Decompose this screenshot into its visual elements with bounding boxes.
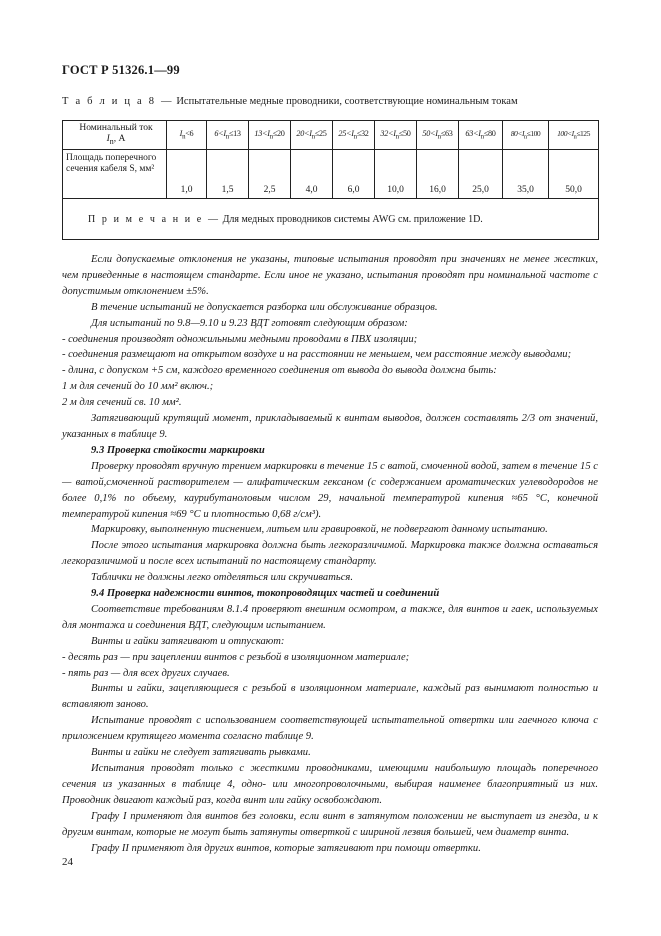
paragraph: Испытания проводят только с жесткими проводниками, имеющими наибольшую площадь поперечного сечения из указанных в таблице 4, одно- или многопроволочными, выбирая наименее благоприятный из них. Проводник двигают каждый раз, когда винт или гайку освобождают.	[62, 763, 598, 806]
current-range-10: $100<I_n\le 125$	[549, 121, 599, 150]
section-heading-9-3: 9.3 Проверка стойкости маркировки	[91, 444, 265, 456]
cross-section-value-3: 2,5	[249, 150, 291, 199]
list-item: - десять раз — при зацеплении винтов с резьбой в изоляционном материале;	[62, 651, 410, 663]
table-caption	[62, 96, 518, 107]
table-caption-prefix: Т а б л и ц а 8 —	[62, 96, 174, 107]
table-row-note	[63, 199, 599, 240]
list-item: - соединения производят одножильными медными проводами в ПВХ изоляции;	[62, 333, 418, 345]
body-text	[62, 252, 598, 856]
current-range-8: $63<I_n\le 80$	[459, 121, 503, 150]
rated-current-label: Номинальный ток $I_n$, А	[63, 121, 167, 150]
paragraph: Таблички не должны легко отделяться или скручиваться.	[91, 572, 353, 584]
current-range-3: $13<I_n\le 20$	[249, 121, 291, 150]
current-range-6: $32<I_n\le 50$	[375, 121, 417, 150]
paragraph: Винты и гайки затягивают и отпускают:	[91, 635, 285, 647]
cross-section-value-4: 4,0	[291, 150, 333, 199]
conductor-table	[62, 120, 599, 240]
list-item: 1 м для сечений до 10 мм² включ.;	[62, 381, 214, 393]
list-item: - соединения размещают на открытом воздухе и на расстоянии не меньшем, чем расстояние между выводами;	[62, 349, 572, 361]
cross-section-value-9: 35,0	[503, 150, 549, 199]
table-caption-text: Испытательные медные проводники, соответствующие номинальным токам	[176, 96, 518, 107]
paragraph: Если допускаемые отклонения не указаны, типовые испытания проводят при значениях не менее жестких, чем приведенные в настоящем стандарте. Если иное не указано, испытания проводят при номинальной частоте с допустимым отклонением ±5%.	[62, 254, 598, 297]
cross-section-value-2: 1,5	[207, 150, 249, 199]
cross-section-value-10: 50,0	[549, 150, 599, 199]
current-range-9: $80<I_n\le 100$	[503, 121, 549, 150]
list-item: 2 м для сечений св. 10 мм².	[62, 397, 182, 409]
paragraph: Графу II применяют для других винтов, которые затягивают при помощи отвертки.	[91, 842, 481, 854]
current-range-1: $I_n<6$	[167, 121, 207, 150]
paragraph: Затягивающий крутящий момент, прикладываемый к винтам выводов, должен составлять 2/3 от значений, указанных в таблице 9.	[62, 413, 598, 440]
document-code: ГОСТ Р 51326.1—99	[62, 63, 180, 77]
paragraph: После этого испытания маркировка должна быть легкоразличимой. Маркировка также должна оставаться легкоразличимой и после всех испытаний по настоящему стандарту.	[62, 540, 598, 568]
cross-section-label: Площадь поперечного сечения кабеля S, мм²	[63, 150, 167, 199]
page-number: 24	[62, 856, 73, 868]
paragraph: Графу I применяют для винтов без головки, если винт в затянутом положении не выступает из гнезда, и к другим винтам, которые не могут быть затянуты отверткой с шириной лезвия большей, чем диаметр винта.	[62, 810, 598, 838]
cross-section-value-8: 25,0	[459, 150, 503, 199]
current-range-2: $6<I_n\le 13$	[207, 121, 249, 150]
paragraph: В течение испытаний не допускается разборка или обслуживание образцов.	[91, 301, 438, 313]
paragraph: Маркировку, выполненную тиснением, литьем или гравировкой, не подвергают данному испытанию.	[91, 524, 548, 536]
current-range-4: $20<I_n\le 25$	[291, 121, 333, 150]
paragraph: Винты и гайки, зацепляющиеся с резьбой в изоляционном материале, каждый раз вынимают полностью и вставляют заново.	[62, 683, 598, 711]
cross-section-value-5: 6,0	[333, 150, 375, 199]
list-item: - пять раз — для всех других случаев.	[62, 667, 230, 679]
current-range-5: $25<I_n\le 32$	[333, 121, 375, 150]
paragraph: Винты и гайки не следует затягивать рывками.	[91, 747, 311, 759]
cross-section-value-1: 1,0	[167, 150, 207, 199]
paragraph: Испытание проводят с использованием соответствующей испытательной отвертки или гаечного ключа с приложением крутящего момента согласно таблице 9.	[62, 715, 598, 743]
paragraph: Соответствие требованиям 8.1.4 проверяют внешним осмотром, а также, для винтов и гаек, используемых для монтажа и соединения ВДТ, следующим испытанием.	[62, 603, 598, 631]
table-note: П р и м е ч а н и е — Для медных проводников системы AWG см. приложение 1D.	[63, 199, 599, 240]
paragraph: Для испытаний по 9.8—9.10 и 9.23 ВДТ готовят следующим образом:	[91, 317, 408, 329]
current-range-7: $50<I_n\le 63$	[417, 121, 459, 150]
list-item: - длина, с допуском +5 см, каждого временного соединения от вывода до вывода должна быть:	[62, 365, 497, 377]
table-row-current	[63, 121, 599, 150]
section-heading-9-4: 9.4 Проверка надежности винтов, токопроводящих частей и соединений	[91, 588, 440, 600]
cross-section-value-7: 16,0	[417, 150, 459, 199]
cross-section-value-6: 10,0	[375, 150, 417, 199]
paragraph: Проверку проводят вручную трением маркировки в течение 15 с ватой, смоченной водой, затем в течение 15 с — ватой,смоченной растворителем — алифатическим гексаном (с содержанием ароматических углеводородов не более 0,1% по объему, каурибутаноловым числом 29, начальной температурой кипения ≈65 °С, конечной температурой кипения ≈69 °С и плотностью 0,68 г/см³).	[62, 460, 598, 520]
table-row-section	[63, 150, 599, 199]
